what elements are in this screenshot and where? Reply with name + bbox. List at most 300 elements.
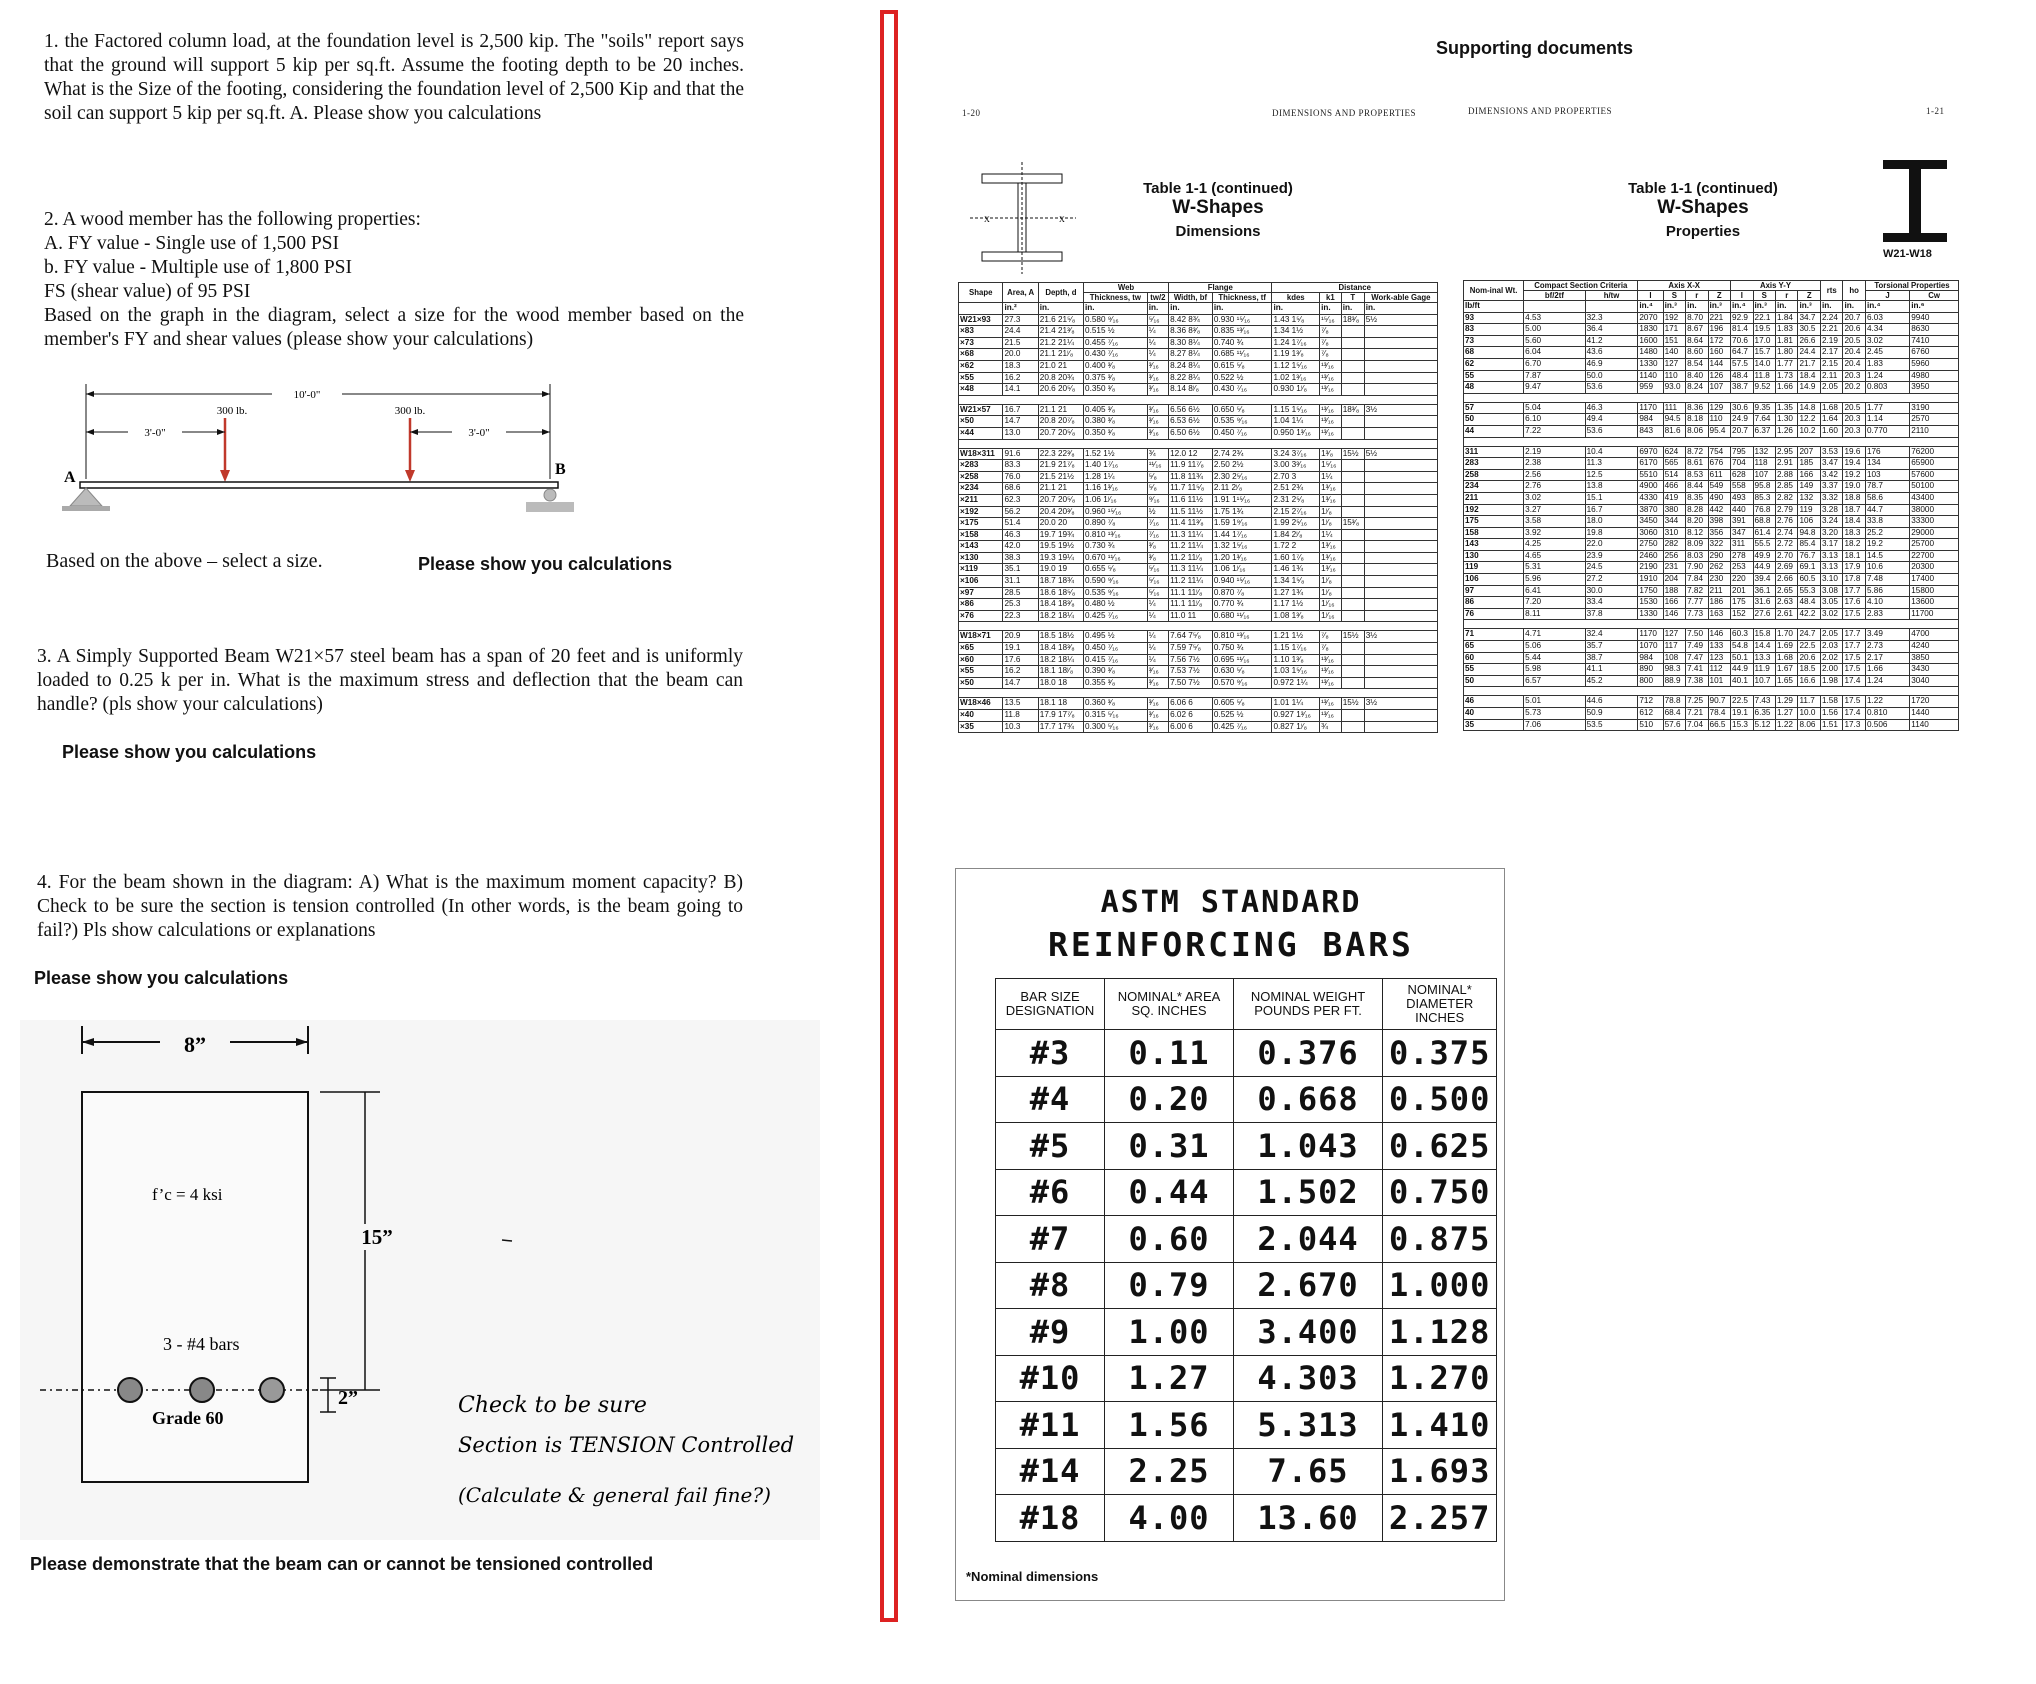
table-cell: 2.05 <box>1820 629 1842 641</box>
table-cell: 11.5 11½ <box>1169 506 1213 518</box>
unit-cell: in. <box>1820 301 1842 313</box>
q4-calc-prompt: Please show you calculations <box>34 968 289 988</box>
table-cell: 53.6 <box>1585 382 1638 394</box>
page-header-right: DIMENSIONS AND PROPERTIES <box>1468 106 1612 116</box>
table-cell <box>1364 349 1437 361</box>
table-cell: 17.4 <box>1843 708 1865 720</box>
table-row <box>1464 574 1959 586</box>
table-row <box>1464 597 1959 609</box>
rebar-cell: 1.56 <box>1105 1402 1234 1449</box>
table-cell: ⁷⁄₈ <box>1320 643 1342 655</box>
table-cell: 9.35 <box>1753 402 1775 414</box>
table-cell: ¹³⁄₁₆ <box>1320 654 1342 666</box>
table-cell: 33.4 <box>1585 597 1638 609</box>
col-group: Axis Y-Y <box>1731 281 1821 291</box>
table-cell <box>1364 610 1437 622</box>
table-cell: 0.405 ³⁄₈ <box>1084 404 1148 416</box>
table-cell: ¹³⁄₁₆ <box>1320 666 1342 678</box>
table-cell: 71 <box>1464 629 1524 641</box>
table-row <box>1464 425 1959 437</box>
table-cell: 146 <box>1663 608 1685 620</box>
table-cell: 1.34 1⁵⁄₈ <box>1272 576 1320 588</box>
table-cell: 1.24 <box>1865 675 1909 687</box>
table-cell: 44.7 <box>1865 504 1909 516</box>
table-cell <box>1341 337 1364 349</box>
table-cell: 11.3 11¼ <box>1169 564 1213 576</box>
table-cell: 10.6 <box>1865 562 1909 574</box>
col-header: NOMINAL* DIAMETER INCHES <box>1383 979 1497 1030</box>
table-cell: 27.6 <box>1753 608 1775 620</box>
table-cell: ⁷⁄₈ <box>1320 349 1342 361</box>
table-cell: 42.2 <box>1798 608 1820 620</box>
table-cell: 8.06 <box>1798 719 1820 731</box>
group-gap <box>1464 620 1959 629</box>
table-cell: 76200 <box>1910 446 1959 458</box>
rebar-cell: 1.043 <box>1234 1123 1383 1170</box>
table-cell: 3850 <box>1910 652 1959 664</box>
col-header: Thickness, tw <box>1084 293 1148 303</box>
table-row <box>1464 458 1959 470</box>
table-cell: 20.0 <box>1003 349 1038 361</box>
table-cell: 15.7 <box>1753 347 1775 359</box>
rebar-cell: #10 <box>996 1355 1105 1402</box>
table-cell: 60.3 <box>1731 629 1753 641</box>
table-cell: 20.2 <box>1843 382 1865 394</box>
table-cell: 19.5 19½ <box>1038 541 1083 553</box>
table-cell: 60.5 <box>1798 574 1820 586</box>
unit-cell: in.³ <box>1753 301 1775 313</box>
table-cell: 1.15 1⁷⁄₁₆ <box>1272 643 1320 655</box>
prop-table-title-1: Table 1-1 (continued) <box>1628 180 1778 197</box>
table-cell: 186 <box>1708 597 1730 609</box>
table-cell: 15½ <box>1341 698 1364 710</box>
table-cell: 108 <box>1663 652 1685 664</box>
table-cell: ×106 <box>959 576 1003 588</box>
col-header: r <box>1776 291 1798 301</box>
table-cell: ¹³⁄₁₆ <box>1320 698 1342 710</box>
table-cell: 0.525 ½ <box>1212 710 1272 722</box>
col-header: NOMINAL WEIGHT POUNDS PER FT. <box>1234 979 1383 1030</box>
support-b <box>544 489 556 501</box>
table-cell: 2.66 <box>1776 574 1798 586</box>
table-cell: 4980 <box>1910 370 1959 382</box>
table-cell: 558 <box>1731 481 1753 493</box>
table-cell: 18.4 18³⁄₈ <box>1038 599 1083 611</box>
col-header: T <box>1341 293 1364 303</box>
table-cell: 1.81 <box>1776 335 1798 347</box>
table-cell: 17.5 <box>1843 652 1865 664</box>
q2-select-text: Based on the above – select a size. <box>46 550 323 572</box>
table-cell: ¼ <box>1147 337 1168 349</box>
table-cell: 17.5 <box>1843 696 1865 708</box>
table-cell: 612 <box>1638 708 1663 720</box>
table-cell: 76 <box>1464 608 1524 620</box>
unit-cell: in. <box>1364 303 1437 315</box>
table-row <box>959 337 1438 349</box>
table-cell: 18.4 18³⁄₈ <box>1038 643 1083 655</box>
table-cell: 6.70 <box>1524 358 1585 370</box>
table-cell: 151 <box>1663 335 1685 347</box>
table-cell: 34.7 <box>1798 312 1820 324</box>
table-cell: 18.1 <box>1843 550 1865 562</box>
rebar-table-panel <box>955 868 1505 1601</box>
table-cell: 795 <box>1731 446 1753 458</box>
span-label: 10'-0" <box>293 389 321 401</box>
rebar-cell: #8 <box>996 1262 1105 1309</box>
table-cell: 76.0 <box>1003 471 1038 483</box>
table-cell: 11.1 11ⁱ⁄₈ <box>1169 587 1213 599</box>
table-cell: 2460 <box>1638 550 1663 562</box>
table-cell: 18.0 18 <box>1038 677 1083 689</box>
table-cell: 1ⁱ⁄₈ <box>1320 587 1342 599</box>
table-cell: 44.9 <box>1731 664 1753 676</box>
table-cell: 7.25 <box>1686 696 1708 708</box>
table-cell: 50100 <box>1910 481 1959 493</box>
table-cell: 1.58 <box>1820 696 1842 708</box>
table-cell: 5.04 <box>1524 402 1585 414</box>
table-cell: 91.6 <box>1003 448 1038 460</box>
unit-cell <box>1524 301 1585 313</box>
table-cell: 5.73 <box>1524 708 1585 720</box>
group-gap <box>1464 393 1959 402</box>
group-gap <box>959 439 1438 448</box>
table-row <box>1464 675 1959 687</box>
col-header: Width, bf <box>1169 293 1213 303</box>
table-cell: 21.7 <box>1798 358 1820 370</box>
table-cell: 8.36 <box>1686 402 1708 414</box>
properties-table-panel <box>1463 150 1963 832</box>
table-cell: 322 <box>1708 539 1730 551</box>
table-cell: 18.4 <box>1798 370 1820 382</box>
question-2 <box>44 208 744 352</box>
table-cell: 7.48 <box>1865 574 1909 586</box>
rebar-cell: 1.27 <box>1105 1355 1234 1402</box>
table-cell: 220 <box>1731 574 1753 586</box>
table-cell: ¹⁵⁄₁₆ <box>1320 314 1342 326</box>
table-cell: 2190 <box>1638 562 1663 574</box>
unit-cell: in. <box>1843 301 1865 313</box>
table-cell: 0.803 <box>1865 382 1909 394</box>
table-cell <box>1341 506 1364 518</box>
table-cell: ×60 <box>959 654 1003 666</box>
table-cell: 0.650 ⁵⁄₈ <box>1212 404 1272 416</box>
table-cell: 18.6 18⁵⁄₈ <box>1038 587 1083 599</box>
unit-cell: in.³ <box>1798 301 1820 313</box>
table-cell: 0.570 ⁹⁄₁₆ <box>1212 677 1272 689</box>
table-cell: 11.8 <box>1753 370 1775 382</box>
table-cell <box>1364 518 1437 530</box>
table-cell: 44 <box>1464 425 1524 437</box>
table-cell <box>1364 360 1437 372</box>
table-cell: 6.02 6 <box>1169 710 1213 722</box>
table-cell: 85.4 <box>1798 539 1820 551</box>
table-cell: 13.3 <box>1753 652 1775 664</box>
table-cell: 2.19 <box>1524 446 1585 458</box>
table-cell: 1.06 1ⁱ⁄₁₆ <box>1084 494 1148 506</box>
table-cell: 234 <box>1464 481 1524 493</box>
table-row <box>1464 481 1959 493</box>
table-cell: 1.84 <box>1776 312 1798 324</box>
table-cell: 419 <box>1663 492 1685 504</box>
table-cell: 21.5 <box>1003 337 1038 349</box>
table-row <box>1464 719 1959 731</box>
table-cell: 493 <box>1731 492 1753 504</box>
table-cell: ×50 <box>959 416 1003 428</box>
table-cell: 94.5 <box>1663 414 1685 426</box>
table-row <box>959 416 1438 428</box>
table-cell: 8.09 <box>1686 539 1708 551</box>
table-cell: ¹³⁄₁₆ <box>1320 404 1342 416</box>
table-cell: 21.1 21 <box>1038 483 1083 495</box>
table-cell: 7.50 <box>1686 629 1708 641</box>
table-cell: 1.68 <box>1820 402 1842 414</box>
table-cell: 66.5 <box>1708 719 1730 731</box>
table-cell: 86 <box>1464 597 1524 609</box>
table-cell: 51.4 <box>1003 518 1038 530</box>
table-cell: 18.3 <box>1003 360 1038 372</box>
table-cell: 3.53 <box>1820 446 1842 458</box>
table-cell: 29000 <box>1910 527 1959 539</box>
table-cell: 4.65 <box>1524 550 1585 562</box>
unit-cell: in. <box>1084 303 1148 315</box>
table-cell <box>1364 710 1437 722</box>
table-cell: 18.7 <box>1843 504 1865 516</box>
table-cell: 1.20 1³⁄₁₆ <box>1212 552 1272 564</box>
table-cell: 0.535 ⁹⁄₁₆ <box>1084 587 1148 599</box>
table-cell: 1.16 1³⁄₁₆ <box>1084 483 1148 495</box>
table-cell: ⁷⁄₁₆ <box>1147 529 1168 541</box>
table-cell <box>1341 326 1364 338</box>
table-cell: 36.4 <box>1585 324 1638 336</box>
table-cell: 43.6 <box>1585 347 1638 359</box>
table-cell: 3½ <box>1364 404 1437 416</box>
table-cell: 14.0 <box>1753 358 1775 370</box>
table-cell: 1.56 <box>1820 708 1842 720</box>
table-cell: 192 <box>1464 504 1524 516</box>
rebar <box>260 1378 284 1402</box>
table-cell: 10.4 <box>1585 446 1638 458</box>
table-cell: 283 <box>1464 458 1524 470</box>
table-cell: 7410 <box>1910 335 1959 347</box>
table-cell: ³⁄₁₆ <box>1147 416 1168 428</box>
unit-cell: in. <box>1272 303 1320 315</box>
table-cell: 2.19 <box>1820 335 1842 347</box>
table-cell: 1.22 <box>1865 696 1909 708</box>
table-cell: ¼ <box>1147 326 1168 338</box>
q2-line: FS (shear value) of 95 PSI <box>44 281 251 302</box>
table-cell: 1.98 <box>1820 675 1842 687</box>
table-row <box>1464 324 1959 336</box>
table-cell: W18×71 <box>959 631 1003 643</box>
table-cell: 1.68 <box>1776 652 1798 664</box>
table-cell <box>1364 384 1437 396</box>
table-cell: 1.40 1⁷⁄₁₆ <box>1084 460 1148 472</box>
table-cell: ³⁄₁₆ <box>1147 427 1168 439</box>
table-cell: 8.54 <box>1686 358 1708 370</box>
table-cell: 0.685 ¹¹⁄₁₆ <box>1212 349 1272 361</box>
table-cell <box>1341 541 1364 553</box>
table-cell: 22.3 22³⁄₈ <box>1038 448 1083 460</box>
table-cell: 7.53 7½ <box>1169 666 1213 678</box>
table-cell: 0.380 ³⁄₈ <box>1084 416 1148 428</box>
table-cell: ×55 <box>959 372 1003 384</box>
table-cell: 0.890 ⁷⁄₈ <box>1084 518 1148 530</box>
table-cell: 8630 <box>1910 324 1959 336</box>
table-cell: 1ⁱ⁄₁₆ <box>1320 599 1342 611</box>
table-cell: ×234 <box>959 483 1003 495</box>
table-cell: 93.0 <box>1663 382 1685 394</box>
table-cell: 112 <box>1708 664 1730 676</box>
table-cell: 310 <box>1663 527 1685 539</box>
table-cell: 37.8 <box>1585 608 1638 620</box>
table-cell: 196 <box>1708 324 1730 336</box>
unit-cell: in. <box>1341 303 1364 315</box>
table-cell: 1.77 <box>1865 402 1909 414</box>
table-cell: 3.28 <box>1820 504 1842 516</box>
table-cell: 3.58 <box>1524 516 1585 528</box>
table-cell: 7.73 <box>1686 608 1708 620</box>
table-cell: 1.29 <box>1776 696 1798 708</box>
col-header: kdes <box>1272 293 1320 303</box>
table-cell: 0.450 ⁷⁄₁₆ <box>1084 643 1148 655</box>
table-row <box>1464 469 1959 481</box>
table-cell: 14.7 <box>1003 416 1038 428</box>
table-cell: 380 <box>1663 504 1685 516</box>
table-cell: 1330 <box>1638 358 1663 370</box>
table-cell: 22.5 <box>1798 641 1820 653</box>
table-cell: 3.00 3³⁄₁₆ <box>1272 460 1320 472</box>
col-header: S <box>1753 291 1775 301</box>
table-cell: ¼ <box>1147 631 1168 643</box>
table-cell: 3.24 <box>1820 516 1842 528</box>
rebar-row <box>996 1448 1497 1495</box>
table-cell <box>1341 552 1364 564</box>
rebar-cell: #9 <box>996 1309 1105 1356</box>
table-cell <box>1341 666 1364 678</box>
table-cell: 16.7 <box>1585 504 1638 516</box>
table-cell: 1.01 1¼ <box>1272 698 1320 710</box>
table-cell: 10.0 <box>1798 708 1820 720</box>
table-cell: 0.615 ⁵⁄₈ <box>1212 360 1272 372</box>
table-cell: ³⁄₁₆ <box>1147 677 1168 689</box>
col-header: Cw <box>1910 291 1959 301</box>
col-header: NOMINAL* AREA SQ. INCHES <box>1105 979 1234 1030</box>
table-cell <box>1341 721 1364 733</box>
table-cell: 1ⁱ⁄₈ <box>1320 518 1342 530</box>
table-cell: 8.67 <box>1686 324 1708 336</box>
table-cell: 8.06 <box>1686 425 1708 437</box>
table-cell: 8.53 <box>1686 469 1708 481</box>
table-cell: 117 <box>1663 641 1685 653</box>
rebar-cell: #3 <box>996 1030 1105 1077</box>
table-cell: 107 <box>1753 469 1775 481</box>
col-group: Distance <box>1272 283 1438 293</box>
table-cell: W18×311 <box>959 448 1003 460</box>
table-cell: 211 <box>1708 585 1730 597</box>
table-cell: 14.4 <box>1753 641 1775 653</box>
table-cell: 1170 <box>1638 629 1663 641</box>
table-row <box>959 460 1438 472</box>
rebar-cell: 13.60 <box>1234 1495 1383 1542</box>
table-cell: 8.35 <box>1686 492 1708 504</box>
table-cell: 3.02 <box>1865 335 1909 347</box>
handwritten-note-3: (Calculate & general fail fine?) <box>458 1483 771 1507</box>
table-cell: 39.4 <box>1753 574 1775 586</box>
table-cell: 101 <box>1708 675 1730 687</box>
col-group: Torsional Properties <box>1865 281 1958 291</box>
table-cell: 146 <box>1708 629 1730 641</box>
table-cell: ⁷⁄₈ <box>1320 337 1342 349</box>
table-cell: 11.4 11³⁄₈ <box>1169 518 1213 530</box>
table-cell: 64.7 <box>1731 347 1753 359</box>
table-cell: 11.6 11½ <box>1169 494 1213 506</box>
table-cell: 13600 <box>1910 597 1959 609</box>
table-cell: 0.390 ³⁄₈ <box>1084 666 1148 678</box>
table-cell: 4.10 <box>1865 597 1909 609</box>
table-cell: ⁵⁄₈ <box>1147 471 1168 483</box>
rebar-cell: 1.128 <box>1383 1309 1497 1356</box>
table-cell: ×35 <box>959 721 1003 733</box>
table-cell: 17400 <box>1910 574 1959 586</box>
table-cell: 24.4 <box>1798 347 1820 359</box>
table-cell: ³⁄₈ <box>1147 552 1168 564</box>
unit-cell: in. <box>1038 303 1083 315</box>
table-cell: 21.6 21⁵⁄₈ <box>1038 314 1083 326</box>
table-cell: 158 <box>1464 527 1524 539</box>
table-cell: 0.425 ⁷⁄₁₆ <box>1212 721 1272 733</box>
table-cell <box>1364 564 1437 576</box>
col-group: Web <box>1084 283 1169 293</box>
table-cell: 1.43 1⁵⁄₈ <box>1272 314 1320 326</box>
table-cell: 4900 <box>1638 481 1663 493</box>
table-row <box>959 599 1438 611</box>
col-header: h/tw <box>1585 291 1638 301</box>
table-cell: 17.6 <box>1843 597 1865 609</box>
unit-cell: in.³ <box>1708 301 1730 313</box>
rebar-row <box>996 1216 1497 1263</box>
table-cell: 18.1 18 <box>1038 698 1083 710</box>
support-a <box>70 488 102 506</box>
rebar-cell: 2.25 <box>1105 1448 1234 1495</box>
rebar-cell: 0.625 <box>1383 1123 1497 1170</box>
rebar-title-2: REINFORCING BARS <box>1048 925 1414 964</box>
table-cell: 1.14 <box>1865 414 1909 426</box>
table-cell: 7.41 <box>1686 664 1708 676</box>
table-row <box>959 326 1438 338</box>
table-cell: 0.315 ⁵⁄₁₆ <box>1084 710 1148 722</box>
table-cell: 9.52 <box>1753 382 1775 394</box>
rebar-cell: 0.60 <box>1105 1216 1234 1263</box>
rebar-cell: #6 <box>996 1169 1105 1216</box>
table-cell: 3.10 <box>1820 574 1842 586</box>
table-row <box>959 564 1438 576</box>
q2-line: 2. A wood member has the following properties: <box>44 209 421 230</box>
table-cell: 6.56 6½ <box>1169 404 1213 416</box>
table-cell: 20.9 <box>1003 631 1038 643</box>
table-cell: 2.17 <box>1865 652 1909 664</box>
table-cell: 1.34 1½ <box>1272 326 1320 338</box>
table-cell: 17.4 <box>1843 675 1865 687</box>
table-cell: ×62 <box>959 360 1003 372</box>
table-cell: 17.6 <box>1003 654 1038 666</box>
table-cell: 6.10 <box>1524 414 1585 426</box>
table-cell: 19.3 19¼ <box>1038 552 1083 564</box>
col-header: I <box>1731 291 1753 301</box>
col-group: Axis X-X <box>1638 281 1731 291</box>
table-cell: 5.98 <box>1524 664 1585 676</box>
col-header: rts <box>1820 281 1842 301</box>
table-cell: 21.4 21³⁄₈ <box>1038 326 1083 338</box>
